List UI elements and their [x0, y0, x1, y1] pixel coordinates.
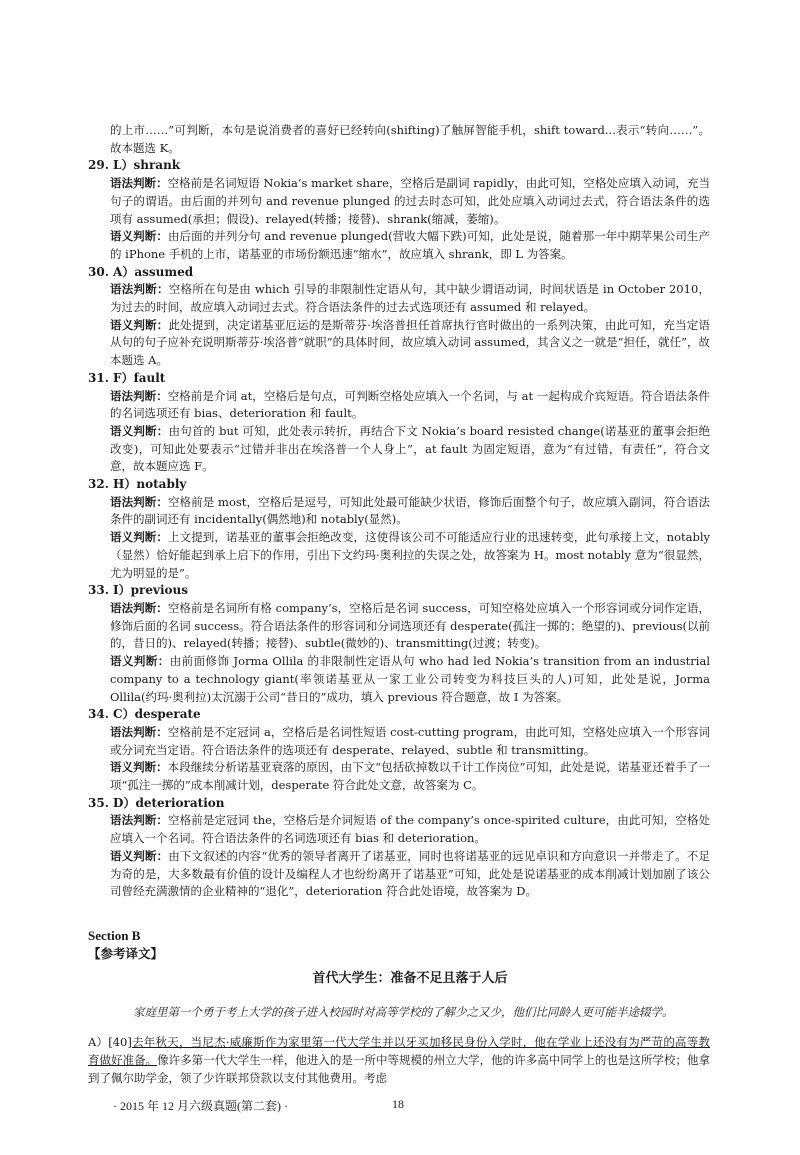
analysis-label: 语法判断：	[110, 282, 169, 297]
analysis-label: 语法判断：	[110, 494, 168, 509]
analysis-text: 此处提到，决定诺基亚厄运的是斯蒂芬·埃洛普担任首席执行官时做出的一系列决策，由此可知，充当定语从句的句子应补充说明斯蒂芬·埃洛普“就职”的具体时间，故应填入动词 assumed，其含义之一就是“担任，就任”，故本题选 A。	[110, 317, 710, 368]
analysis-text: 空格所在句是由 which 引导的非限制性定语从句，其中缺少谓语动词，时间状语是 in October 2010，为过去的时间，故应填入动词过去式。符合语法条件的过去式选项还有 assumed 和 relayed。	[110, 282, 711, 315]
analysis-text: 空格前是 most，空格后是逗号，可知此处最可能缺少状语，修饰后面整个句子，故应填入副词，符合语法条件的副词还有 incidentally(偶然地)和 notably(显然)。	[110, 494, 710, 527]
analysis-text: 由后面的并列分句 and revenue plunged(营收大幅下跌)可知，此处是说，随着那一年中期苹果公司生产的 iPhone 手机的上市，诺基亚的市场份额迅速“缩水”，故应填入 shrank，即 L 为答案。	[110, 229, 710, 261]
analysis-label: 语义判断：	[110, 654, 170, 669]
analysis-text: 由下文叙述的内容“优秀的领导者离开了诺基亚，同时也将诺基亚的远见卓识和方向意识一并带走了。不足为奇的是，大多数最有价值的设计及编程人才也纷纷离开了诺基亚”可知，此处是说诺基亚的成本削减计划加剧了该公司曾经充满激情的企业精神的“退化”，deterioration 符合此处语境，故答案为 D。	[110, 848, 711, 899]
semantic-analysis	[110, 529, 710, 582]
page-number: 18	[392, 1097, 404, 1111]
paragraph-a-underlined: 去年秋天，当尼杰·威廉斯作为家里第一代大学生并以牙买加移民身份入学时，他在学业上还没有为严苛的高等教育做好准备。	[88, 1034, 710, 1067]
answer-item	[88, 795, 711, 901]
answer-heading: 35. D）deterioration	[88, 795, 225, 810]
article-intro: 家庭里第一个勇于考上大学的孩子进入校园时对高等学校的了解少之又少，他们比同龄人更可能半途辍学。	[133, 1004, 674, 1019]
answer-item	[88, 476, 711, 582]
analysis-text: 由前面修饰 Jorma Ollila 的非限制性定语从句 who had led Nokia’s transition from an industrial company to a technology giant(率领诺基亚从一家工业公司转变为科技巨头的人)可知，此处是说，Jorma Ollila(约玛·奥利拉)太沉溺于公司“昔日的”成功，填入 previous 符合题意，故 I 为答案。	[110, 654, 710, 704]
main-content	[88, 122, 711, 1087]
semantic-analysis	[110, 653, 710, 706]
answer-heading: 32. H）notably	[88, 477, 187, 492]
answer-item	[88, 157, 710, 263]
paragraph-a	[88, 1033, 710, 1087]
grammar-analysis	[110, 494, 710, 529]
analysis-label: 语法判断：	[110, 813, 169, 828]
analysis-text: 空格前是不定冠词 a，空格后是名词性短语 cost-cutting program，由此可知，空格处应填入一个形容词或分词充当定语。符合语法条件的选项还有 desperate、relayed、subtle 和 transmitting。	[110, 724, 710, 757]
analysis-text: 本段继续分析诺基亚衰落的原因，由下文“包括砍掉数以千计工作岗位”可知，此处是说，诺基亚还着手了一项“孤注一掷的”成本削减计划，desperate 符合此处文意，故答案为 C。	[110, 760, 710, 793]
semantic-analysis	[110, 423, 710, 476]
answer-heading: 34. C）desperate	[88, 707, 201, 722]
grammar-analysis	[110, 388, 710, 423]
analysis-text: 空格前是名词短语 Nokia’s market share，空格后是副词 rapidly，由此可知，空格处应填入动词，充当句子的谓语。由后面的并列句 and revenue plunged 的过去时态可知，此处应填入动词过去式，符合语法条件的选项有 assumed(承担；假设)、relayed(转播；接替)、shrank(缩减，萎缩)。	[110, 176, 710, 226]
paragraph-a-prefix: A）[40]	[88, 1034, 132, 1049]
analysis-label: 语义判断：	[110, 317, 169, 332]
semantic-analysis	[110, 848, 710, 901]
analysis-label: 语义判断：	[110, 423, 169, 438]
analysis-label: 语法判断：	[110, 388, 168, 403]
semantic-analysis	[110, 317, 710, 370]
analysis-label: 语义判断：	[110, 530, 168, 545]
section-heading: Section B	[88, 927, 141, 943]
analysis-label: 语法判断：	[110, 600, 168, 615]
continuation-text: 的上市……”可判断，本句是说消费者的喜好已经转向(shifting)了触屏智能手机，shift toward...表示“转向……”。故本题选 K。	[110, 123, 710, 155]
analysis-text: 空格前是名词所有格 company’s，空格后是名词 success，可知空格处应填入一个形容词或分词作定语，修饰后面的名词 success。符合语法条件的形容词和分词选项还有 desperate(孤注一掷的；绝望的)、previous(以前的，昔日的)、relayed(转播；接替)、subtle(微妙的)、transmitting(过渡；转变)。	[110, 600, 710, 651]
paragraph-a-rest: 像许多第一代大学生一样，他进入的是一所中等规模的州立大学，他的许多高中同学上的也是这所学校；他拿到了佩尔助学金，领了少许联邦贷款以支付其他费用。考虑	[88, 1052, 711, 1085]
reference-translation-heading: 【参考译文】	[88, 945, 164, 961]
analysis-text: 空格前是介词 at，空格后是句点，可判断空格处应填入一个名词，与 at 一起构成介宾短语。符合语法条件的名词选项还有 bias、deterioration 和 fault。	[110, 388, 710, 421]
answer-item	[88, 582, 710, 706]
article-title: 首代大学生：准备不足且落于人后	[312, 970, 508, 986]
answer-heading: 31. F）fault	[88, 370, 166, 385]
grammar-analysis	[110, 724, 710, 759]
analysis-label: 语义判断：	[110, 760, 168, 775]
answer-heading: 30. A）assumed	[88, 264, 194, 279]
analysis-label: 语义判断：	[110, 229, 168, 244]
analysis-text: 上文提到，诺基亚的董事会拒绝改变，这使得该公司不可能适应行业的迅速转变，此句承接上文，notably（显然）恰好能起到承上启下的作用，引出下文约玛·奥利拉的失误之处，故答案为 H。most notably 意为“很显然，尤为明显的是”。	[110, 530, 711, 580]
analysis-text: 由句首的 but 可知，此处表示转折，再结合下文 Nokia’s board resisted change(诺基亚的董事会拒绝改变)，可知此处要表示“过错并非出在埃洛普一个人身上”，at fault 为固定短语，意为“有过错，有责任”，符合文意，故本题应选 F。	[110, 423, 710, 474]
answer-heading: 29. L）shrank	[88, 158, 181, 173]
grammar-analysis	[110, 600, 710, 653]
answer-item	[88, 706, 710, 795]
grammar-analysis	[110, 812, 710, 847]
footer-source: · 2015 年 12 月六级真题(第二套) ·	[113, 1099, 288, 1113]
answer-items	[88, 157, 711, 901]
answer-item	[88, 370, 710, 476]
grammar-analysis	[110, 175, 710, 228]
answer-item	[88, 264, 711, 370]
semantic-analysis	[110, 228, 710, 263]
analysis-text: 空格前是定冠词 the，空格后是介词短语 of the company’s once-spirited culture，由此可知，空格处应填入一个名词。符合语法条件的名词选项还有 bias 和 deterioration。	[110, 813, 710, 846]
analysis-label: 语义判断：	[110, 848, 169, 863]
answer-heading: 33. I）previous	[88, 583, 189, 598]
semantic-analysis	[110, 759, 710, 794]
grammar-analysis	[110, 281, 710, 316]
analysis-label: 语法判断：	[110, 176, 168, 191]
analysis-label: 语法判断：	[110, 724, 168, 739]
